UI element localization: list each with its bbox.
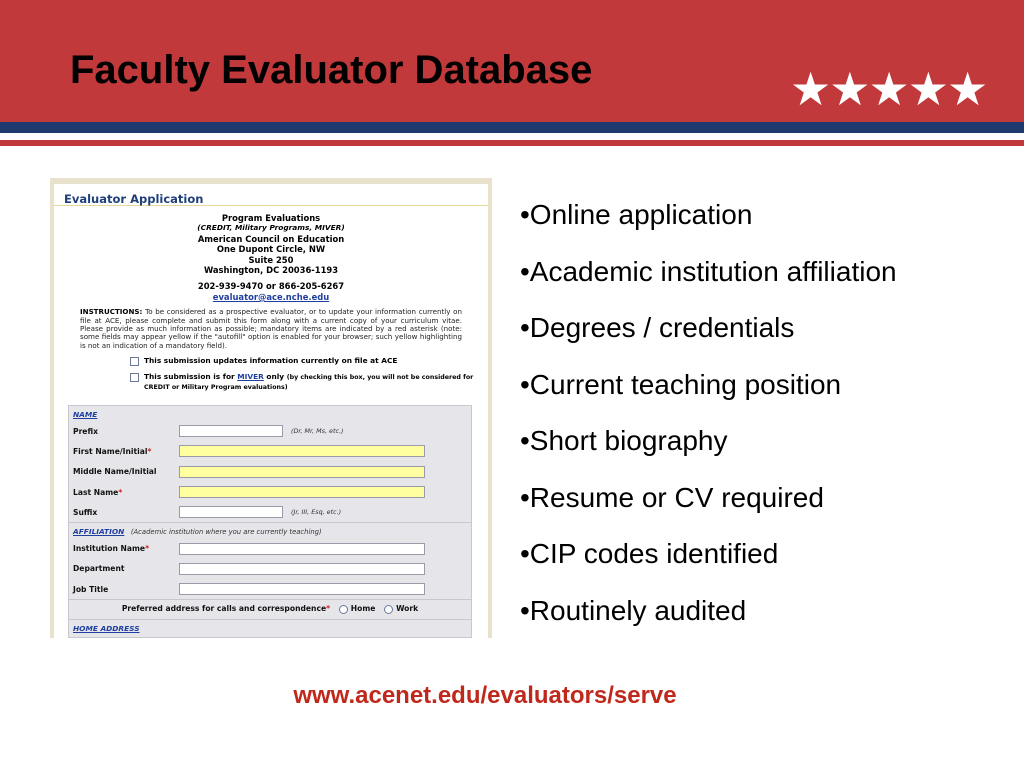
required-asterisk: * xyxy=(326,604,331,614)
instructions xyxy=(80,308,462,350)
screenshot-page xyxy=(54,184,488,638)
bullet-item: •Degrees / credentials xyxy=(520,312,795,343)
affiliation-section-label: AFFILIATION xyxy=(73,527,125,537)
preferred-address-row xyxy=(69,600,471,619)
instructions-text: To be considered as a prospective evaluator, or to update your information currently on file at ACE, please complete and submit this form along with a current copy of your curriculum vitae. Please provide as much information as possible; mandatory items are indicated by a red asterisk (note: some fields may appear yellow if the "autofill" option is enabled for your browser; such yellow highlighting is not an indication of a mandatory field). xyxy=(80,307,462,350)
miver-label-post: only xyxy=(266,372,285,382)
bullet-item: •Online application xyxy=(520,199,753,230)
org-line: Program Evaluations xyxy=(221,213,321,223)
suffix-input[interactable] xyxy=(179,506,283,518)
job-title-input[interactable] xyxy=(179,583,425,595)
miver-checkbox[interactable] xyxy=(130,373,139,382)
update-checkbox-label: This submission updates information currently on file at ACE xyxy=(144,356,398,366)
middle-name-label: Middle Name/Initial xyxy=(73,467,157,477)
last-name-label xyxy=(73,488,179,497)
affiliation-section-heading xyxy=(69,523,471,538)
bullet-item: •Short biography xyxy=(520,425,728,456)
first-name-input[interactable] xyxy=(179,445,425,457)
prefix-row xyxy=(69,421,471,441)
bullet-item: •Academic institution affiliation xyxy=(520,255,897,287)
institution-row xyxy=(69,538,471,558)
suffix-row xyxy=(69,502,471,522)
institution-text: Institution Name xyxy=(73,544,146,554)
work-radio-label: Work xyxy=(396,604,419,614)
affiliation-note: (Academic institution where you are currently teaching) xyxy=(130,528,322,537)
middle-name-row xyxy=(69,462,471,482)
org-line: One Dupont Circle, NW xyxy=(216,244,326,255)
prefix-hint: (Dr, Mr, Ms, etc.) xyxy=(291,427,344,436)
miver-checkbox-row[interactable] xyxy=(130,372,488,392)
org-phone: 202-939-9470 or 866-205-6267 xyxy=(197,281,345,292)
first-name-text: First Name/Initial xyxy=(73,446,148,456)
home-address-section-heading xyxy=(69,620,471,635)
name-section-heading xyxy=(69,406,471,421)
red-stripe xyxy=(0,140,1024,146)
home-radio[interactable] xyxy=(339,605,348,614)
first-name-label xyxy=(73,447,179,456)
instructions-label: INSTRUCTIONS: xyxy=(80,307,143,317)
department-label: Department xyxy=(73,564,125,574)
miver-link[interactable]: MIVER xyxy=(237,372,264,382)
miver-label-pre: This submission is for xyxy=(144,372,235,382)
suffix-label: Suffix xyxy=(73,507,98,517)
website-url[interactable]: www.acenet.edu/evaluators/serve xyxy=(293,682,677,709)
navy-stripe xyxy=(0,122,1024,133)
org-email-link[interactable]: evaluator@ace.nche.edu xyxy=(212,291,330,302)
middle-name-input[interactable] xyxy=(179,466,425,478)
header-band xyxy=(0,0,1024,122)
white-stripe xyxy=(0,133,1024,140)
org-line: (CREDIT, Military Programs, MIVER) xyxy=(197,223,345,233)
prefix-label: Prefix xyxy=(73,426,98,436)
org-line: American Council on Education xyxy=(197,233,345,244)
form-screenshot xyxy=(50,178,492,638)
bullet-item: •Current teaching position xyxy=(520,368,842,400)
job-title-label: Job Title xyxy=(73,584,109,594)
form-panel xyxy=(68,405,472,638)
home-address-section-label: HOME ADDRESS xyxy=(73,623,140,633)
last-name-input[interactable] xyxy=(179,486,425,498)
institution-input[interactable] xyxy=(179,543,425,555)
prefix-input[interactable] xyxy=(179,425,283,437)
bullet-item: •Resume or CV required xyxy=(520,481,824,513)
update-checkbox-row[interactable] xyxy=(130,356,488,366)
institution-label xyxy=(73,544,179,553)
app-title: Evaluator Application xyxy=(64,192,204,206)
department-input[interactable] xyxy=(179,563,425,575)
preferred-address-label: Preferred address for calls and correspondence xyxy=(121,604,327,614)
suffix-hint: (Jr, III, Esq, etc.) xyxy=(291,508,342,517)
first-name-row xyxy=(69,441,471,461)
feature-bullets xyxy=(520,198,897,650)
bullet-item: •Routinely audited xyxy=(520,594,747,626)
last-name-row xyxy=(69,482,471,502)
bullet-item: •CIP codes identified xyxy=(520,538,779,569)
job-title-row xyxy=(69,579,471,599)
stars-decoration: ★★★★★ xyxy=(790,63,987,115)
org-line: Suite 250 xyxy=(248,254,294,265)
department-row xyxy=(69,559,471,579)
required-asterisk: * xyxy=(145,544,150,554)
home-radio-label: Home xyxy=(350,604,376,614)
app-header xyxy=(54,184,488,206)
required-asterisk: * xyxy=(147,446,152,456)
required-asterisk: * xyxy=(118,487,123,497)
update-checkbox[interactable] xyxy=(130,357,139,366)
miver-checkbox-label xyxy=(144,372,488,392)
work-radio[interactable] xyxy=(384,605,393,614)
last-name-text: Last Name xyxy=(73,487,119,497)
miver-note: (by checking this box, you will not be considered for CREDIT or Military Program evaluations) xyxy=(144,374,474,392)
slide-title: Faculty Evaluator Database xyxy=(70,48,593,92)
org-line: Washington, DC 20036-1193 xyxy=(203,265,339,276)
name-section-label: NAME xyxy=(73,410,98,419)
org-address xyxy=(54,213,488,302)
